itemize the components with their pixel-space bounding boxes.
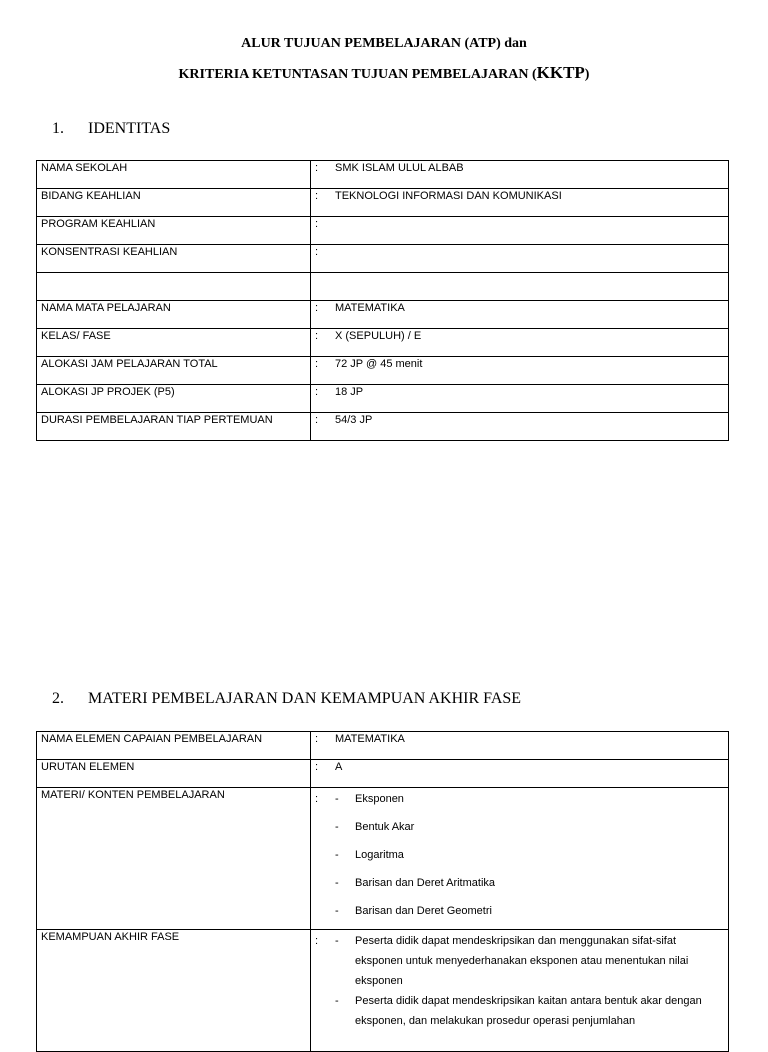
- row-label: KONSENTRASI KEAHLIAN: [37, 245, 311, 273]
- table-row: [37, 189, 729, 217]
- table-row: [37, 245, 729, 273]
- doc-title-line1: ALUR TUJUAN PEMBELAJARAN (ATP) dan: [241, 36, 527, 51]
- row-value: [311, 357, 729, 385]
- row-value: [311, 385, 729, 413]
- kemampuan-item: [315, 991, 724, 1031]
- kemampuan-list: [315, 931, 724, 1031]
- row-label: NAMA ELEMEN CAPAIAN PEMBELAJARAN: [37, 732, 311, 760]
- row-value: [311, 245, 729, 273]
- kemampuan-label: KEMAMPUAN AKHIR FASE: [37, 930, 311, 1052]
- materi-text: Barisan dan Deret Aritmatika: [355, 877, 496, 889]
- section1-number: 1.: [52, 120, 64, 137]
- row-label: NAMA SEKOLAH: [37, 161, 311, 189]
- row-value: [311, 217, 729, 245]
- row-colon: :: [315, 190, 319, 202]
- table-row: [37, 217, 729, 245]
- kemampuan-text: Peserta didik dapat mendeskripsikan kaitan antara bentuk akar dengan eksponen, dan melakukan prosedur operasi penjumlahan: [355, 995, 702, 1027]
- dash-bullet: -: [335, 793, 339, 805]
- row-label: PROGRAM KEAHLIAN: [37, 217, 311, 245]
- materi-item: [315, 845, 724, 873]
- dash-bullet: -: [335, 821, 339, 833]
- doc-title-kktp: KKTP: [536, 63, 585, 82]
- row-label: ALOKASI JP PROJEK (P5): [37, 385, 311, 413]
- row-value-text: MATEMATIKA: [335, 302, 405, 314]
- table-row: [37, 413, 729, 441]
- table-row: [37, 357, 729, 385]
- row-value-text: A: [335, 761, 343, 773]
- row-label: ALOKASI JAM PELAJARAN TOTAL: [37, 357, 311, 385]
- table-row-materi: [37, 788, 729, 930]
- kemampuan-list-cell: [311, 930, 729, 1052]
- table-row: [37, 385, 729, 413]
- row-colon: :: [315, 733, 319, 745]
- table-row: [37, 161, 729, 189]
- identity-table: [36, 160, 729, 441]
- row-label: URUTAN ELEMEN: [37, 760, 311, 788]
- materi-list-cell: [311, 788, 729, 930]
- dash-bullet: -: [335, 877, 339, 889]
- section1-heading: [52, 120, 170, 138]
- materi-item: [315, 901, 724, 929]
- row-label: NAMA MATA PELAJARAN: [37, 301, 311, 329]
- row-label: DURASI PEMBELAJARAN TIAP PERTEMUAN: [37, 413, 311, 441]
- row-value: [311, 329, 729, 357]
- row-value: [311, 161, 729, 189]
- row-colon: :: [315, 162, 319, 174]
- materi-item: [315, 817, 724, 845]
- materi-text: Logaritma: [355, 849, 404, 861]
- materi-colon: :: [315, 793, 319, 805]
- row-colon: :: [315, 246, 319, 258]
- kemampuan-text: Peserta didik dapat mendeskripsikan dan menggunakan sifat-sifat eksponen untuk menyederhanakan eksponen atau menentukan nilai eksponen: [355, 935, 689, 987]
- doc-title-line2-main: KRITERIA KETUNTASAN TUJUAN PEMBELAJARAN (: [178, 67, 537, 82]
- section2-number: 2.: [52, 690, 64, 707]
- row-value: [311, 760, 729, 788]
- row-value-text: 54/3 JP: [335, 414, 373, 426]
- table-row: [37, 760, 729, 788]
- materi-item: [315, 789, 724, 817]
- row-label: [37, 273, 311, 301]
- row-value-text: TEKNOLOGI INFORMASI DAN KOMUNIKASI: [335, 190, 562, 202]
- row-colon: :: [315, 218, 319, 230]
- row-colon: :: [315, 386, 319, 398]
- row-value: [311, 273, 729, 301]
- table-row-kemampuan: [37, 930, 729, 1052]
- row-value-text: 18 JP: [335, 386, 364, 398]
- row-label: KELAS/ FASE: [37, 329, 311, 357]
- doc-title-line2: [0, 63, 768, 83]
- doc-title-line2-end: ): [584, 67, 590, 82]
- row-colon: :: [315, 302, 319, 314]
- row-colon: :: [315, 761, 319, 773]
- dash-bullet: -: [335, 935, 339, 947]
- materi-text: Eksponen: [355, 793, 404, 805]
- section1-title: IDENTITAS: [88, 120, 171, 137]
- row-value-text: MATEMATIKA: [335, 733, 405, 745]
- materi-table: [36, 731, 729, 1052]
- row-value: [311, 413, 729, 441]
- row-value-text: X (SEPULUH) / E: [335, 330, 422, 342]
- table-row: [37, 732, 729, 760]
- row-colon: :: [315, 358, 319, 370]
- row-value: [311, 301, 729, 329]
- row-colon: :: [315, 414, 319, 426]
- row-value-text: 72 JP @ 45 menit: [335, 358, 423, 370]
- row-colon: :: [315, 330, 319, 342]
- section2-heading: [52, 690, 521, 708]
- table-row: [37, 301, 729, 329]
- kemampuan-item: [315, 931, 724, 991]
- dash-bullet: -: [335, 849, 339, 861]
- materi-list: [315, 789, 724, 929]
- materi-text: Barisan dan Deret Geometri: [355, 905, 492, 917]
- table-row: [37, 329, 729, 357]
- row-label: BIDANG KEAHLIAN: [37, 189, 311, 217]
- section2-title: MATERI PEMBELAJARAN DAN KEMAMPUAN AKHIR FASE: [88, 690, 522, 707]
- materi-item: [315, 873, 724, 901]
- dash-bullet: -: [335, 905, 339, 917]
- row-value-text: SMK ISLAM ULUL ALBAB: [335, 162, 464, 174]
- materi-label: MATERI/ KONTEN PEMBELAJARAN: [37, 788, 311, 930]
- row-value: [311, 189, 729, 217]
- dash-bullet: -: [335, 995, 339, 1007]
- kemampuan-colon: :: [315, 935, 319, 947]
- table-row: [37, 273, 729, 301]
- row-value: [311, 732, 729, 760]
- materi-text: Bentuk Akar: [355, 821, 415, 833]
